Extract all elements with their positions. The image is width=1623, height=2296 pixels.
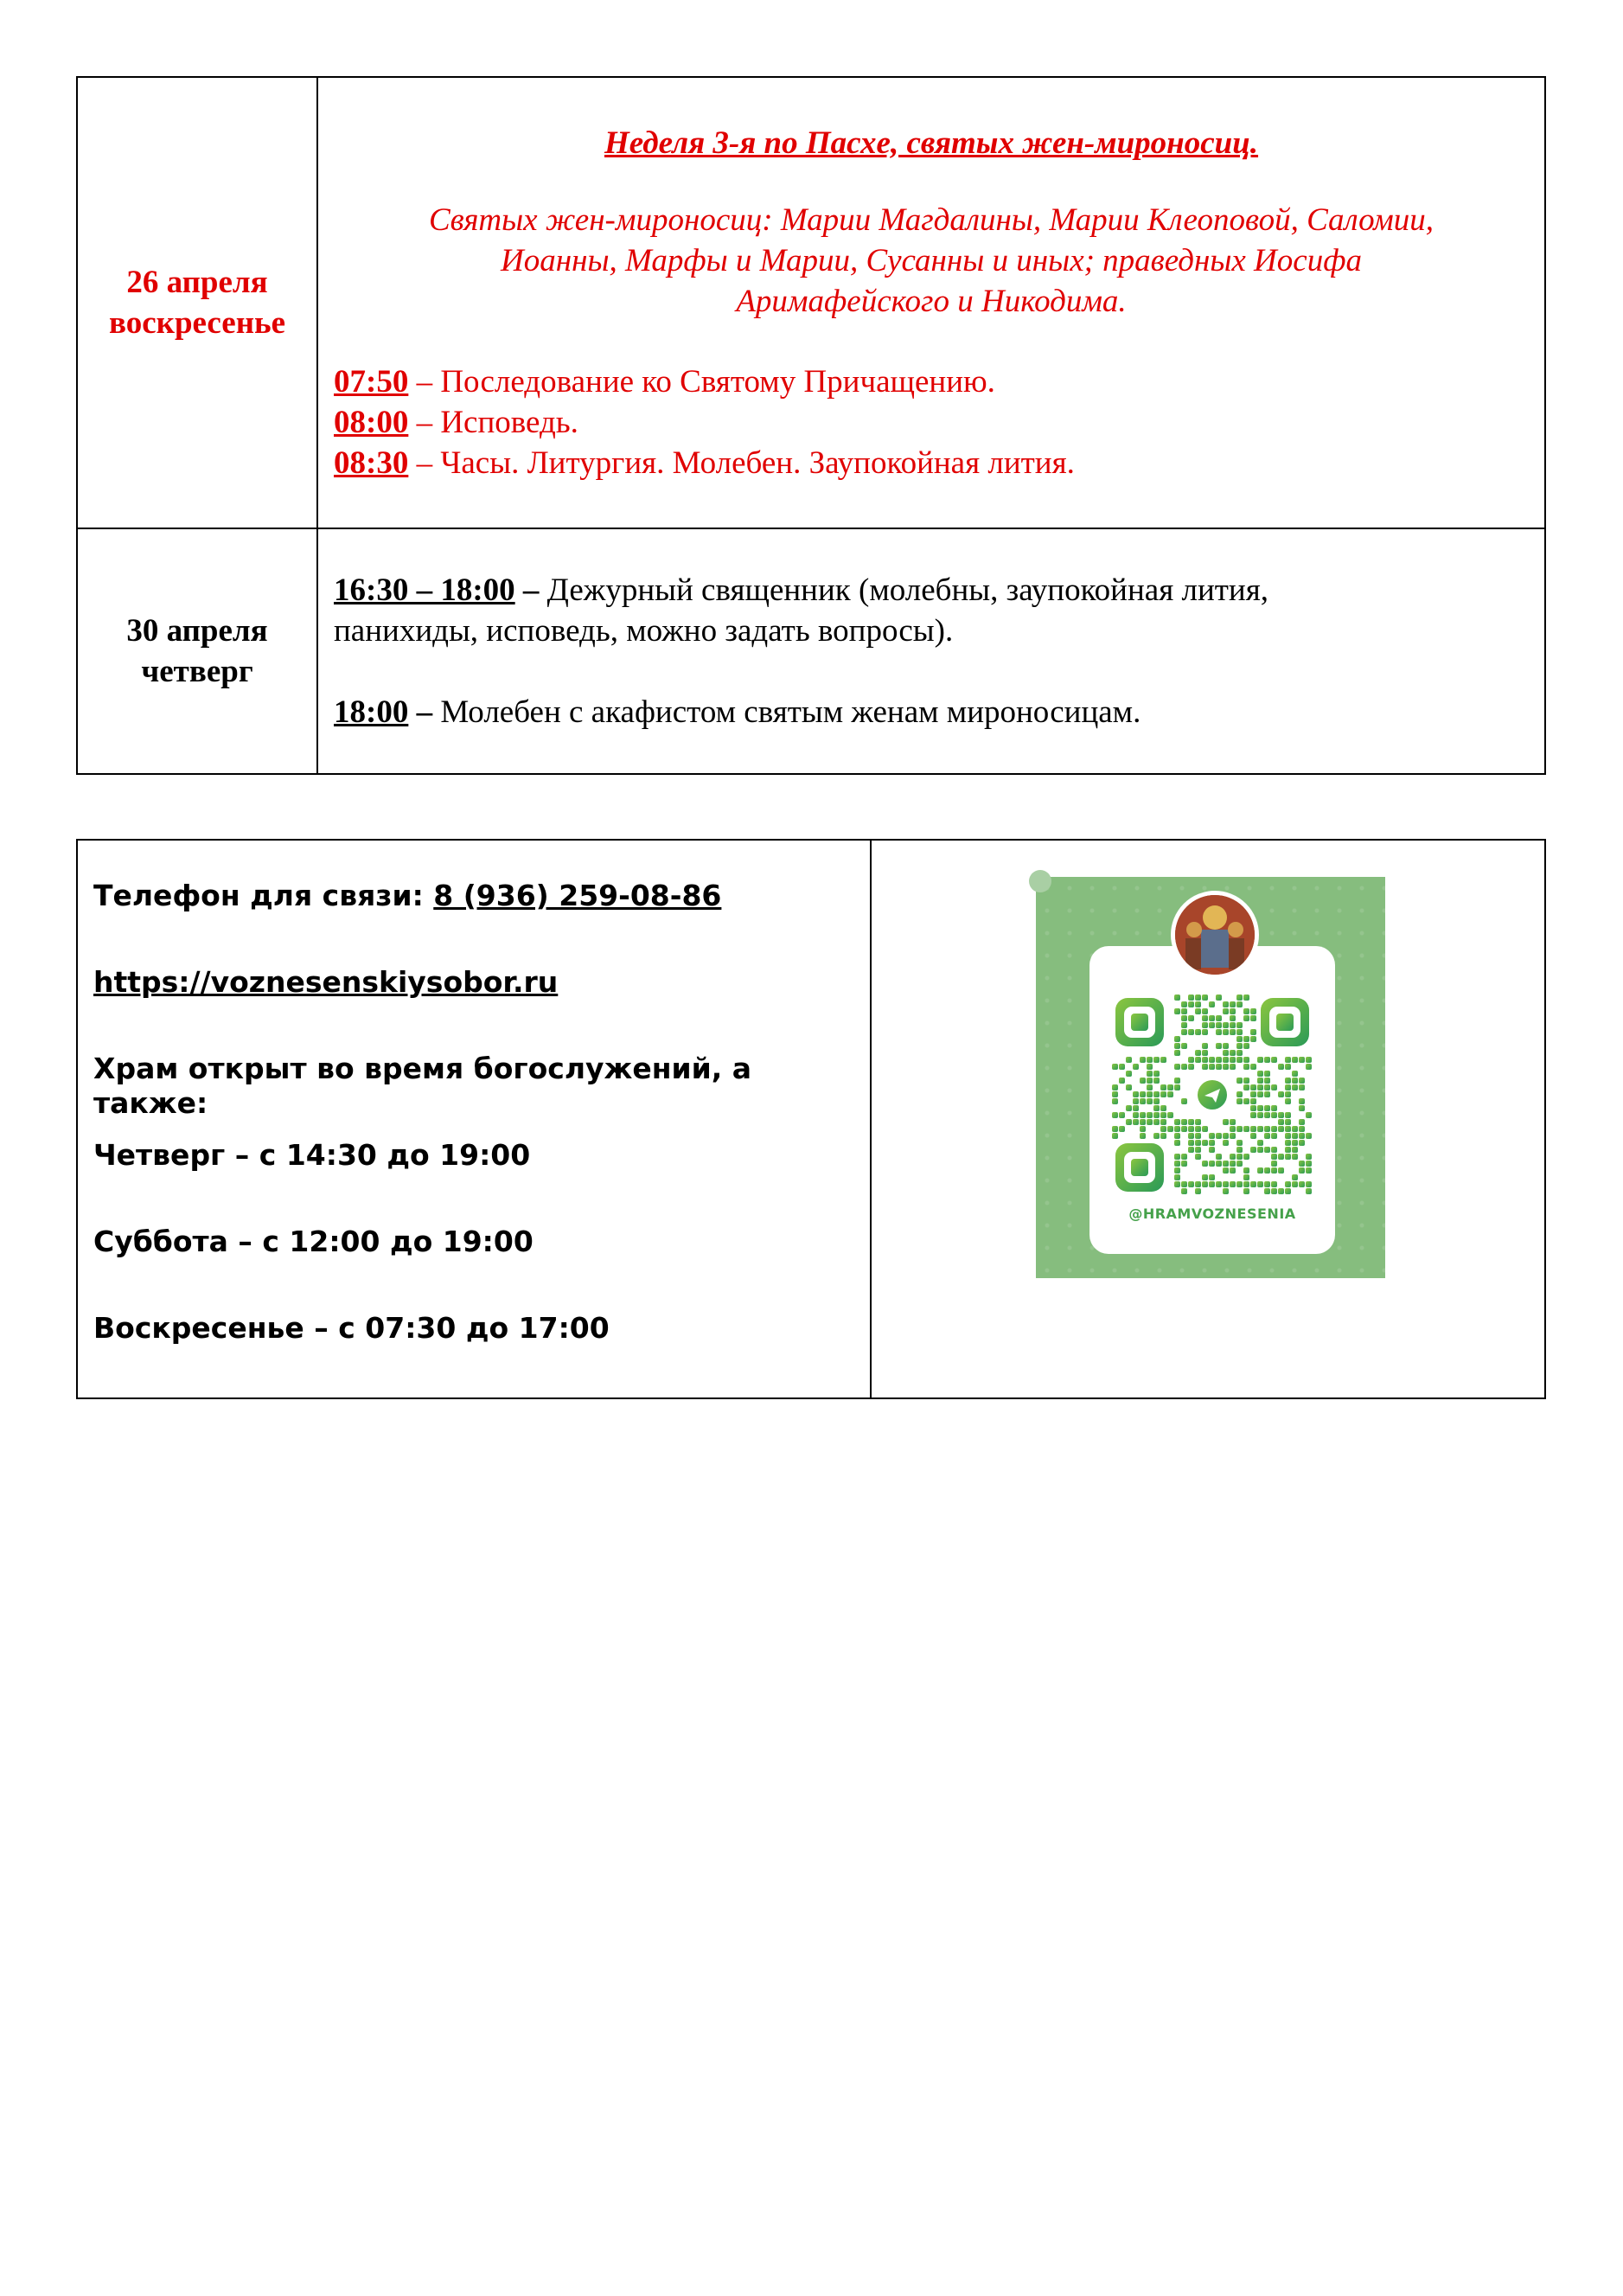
service-time: 16:30 – 18:00 [334, 572, 515, 608]
service-time: 18:00 [334, 694, 409, 730]
schedule-row [77, 77, 1545, 528]
close-icon [1029, 870, 1051, 892]
schedule-table [76, 76, 1546, 775]
service-text: Дежурный священник (молебны, заупокойная лития, [539, 572, 1268, 608]
schedule-row [77, 528, 1545, 774]
service-time: 07:50 [334, 363, 409, 400]
date: 30 апреля [126, 613, 268, 649]
service-line-cont: панихиды, исповедь, можно задать вопросы). [334, 613, 954, 649]
date-cell [77, 528, 317, 774]
service-line: 16:30 – 18:00 – Дежурный священник (молебны, заупокойная лития, [334, 572, 1268, 608]
weekday: четверг [141, 654, 253, 689]
service-line [334, 402, 1529, 443]
date-cell [77, 77, 317, 528]
hours-thursday: Четверг – с 14:30 до 19:00 [93, 1138, 531, 1172]
service-text: – Последование ко Святому Причащению. [408, 363, 995, 400]
saints-text: Святых жен-мироносиц: Марии Магдалины, Марии Клеоповой, Саломии, Иоанны, Марфы и Марии, Сусанны и иных; праведных Иосифа Аримафейского и Никодима. [428, 201, 1435, 319]
services-cell [317, 528, 1545, 774]
qr-cell [871, 840, 1545, 1398]
feast-title: Неделя 3-я по Пасхе, святых жен-мироносиц. [604, 125, 1259, 161]
qr-code-icon [1112, 995, 1313, 1195]
service-text: – Исповедь. [408, 404, 578, 440]
service-text: – Часы. Литургия. Молебен. Заупокойная лития. [408, 444, 1075, 481]
services-cell [317, 77, 1545, 528]
hours-saturday: Суббота – с 12:00 до 19:00 [93, 1225, 534, 1258]
website-link[interactable]: https://voznesenskiysobor.ru [93, 965, 559, 999]
telegram-handle: @HRAMVOZNESENIA [1128, 1206, 1296, 1222]
weekday: воскресенье [108, 305, 286, 341]
service-line [334, 443, 1529, 483]
contact-table [76, 839, 1546, 1399]
open-hours-label: Храм открыт во время богослужений, а также: [93, 1052, 752, 1120]
service-line [334, 361, 1529, 402]
date: 26 апреля [126, 265, 268, 300]
service-time: 08:00 [334, 404, 409, 440]
avatar [1171, 891, 1259, 979]
qr-panel [1089, 946, 1335, 1254]
service-line: 18:00 – Молебен с акафистом святым женам мироносицам. [334, 694, 1141, 730]
website-line [93, 965, 870, 1052]
icon-image [1175, 895, 1255, 975]
service-time: 08:30 [334, 444, 409, 481]
service-text: Молебен с акафистом святым женам мироносицам. [432, 694, 1141, 730]
phone-link[interactable]: 8 (936) 259-08-86 [433, 879, 722, 912]
contact-cell [77, 840, 871, 1398]
hours-sunday: Воскресенье – с 07:30 до 17:00 [93, 1311, 610, 1345]
phone-line: Телефон для связи: 8 (936) 259-08-86 [93, 879, 722, 912]
qr-card[interactable] [1036, 877, 1385, 1278]
